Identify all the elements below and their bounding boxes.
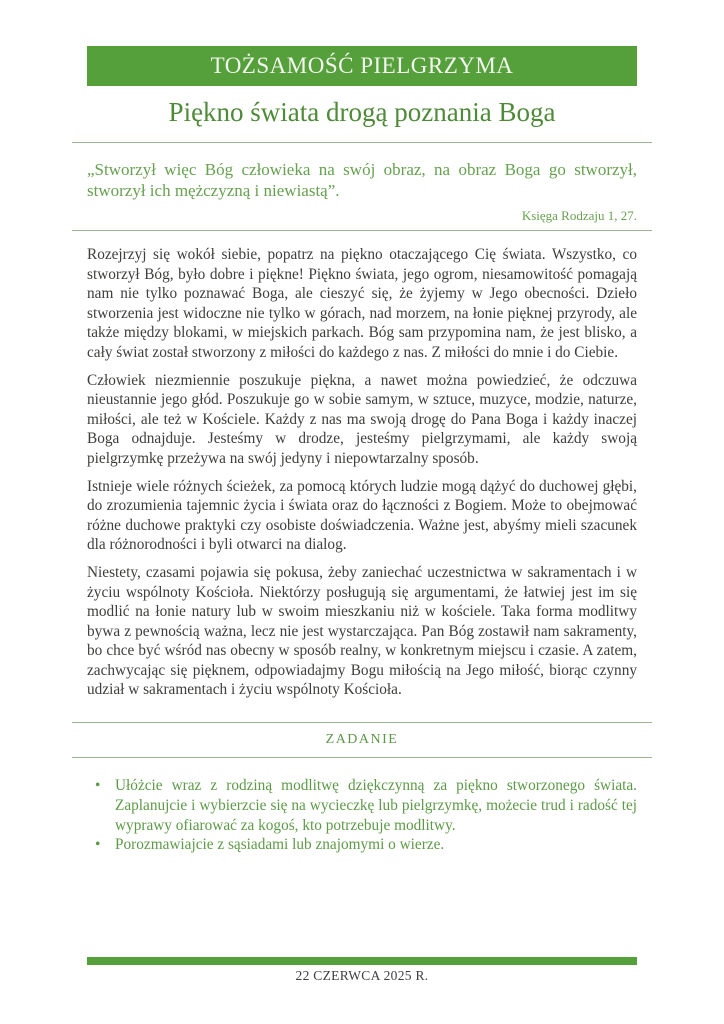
- page-content: [72, 46, 652, 855]
- footer-date: 22 CZERWCA 2025 R.: [295, 968, 429, 983]
- article-title: Piękno świata drogą poznania Boga: [168, 97, 556, 127]
- article-body: [72, 231, 652, 712]
- bullet-icon: [95, 776, 100, 796]
- body-paragraph: Istnieje wiele różnych ścieżek, za pomocą których ludzie mogą dążyć do duchowej głębi, do zrozumienia tajemnic życia i świata oraz do łączności z Bogiem. Może to obejmować różne duchowe praktyki czy osobiste doświadczenia. Ważne jest, abyśmy mieli szacunek dla różnorodności i byli otwarci na dialog.: [87, 477, 637, 554]
- task-item-text: Porozmawiajcie z sąsiadami lub znajomymi o wierze.: [115, 836, 445, 854]
- body-paragraph: Niestety, czasami pojawia się pokusa, żeby zaniechać uczestnictwa w sakramentach i w życiu wspólnoty Kościoła. Niektórzy posługują się argumentami, że łatwiej jest im się modlić na łonie natury lub w swoim mieszkaniu niż w kościele. Taka forma modlitwy bywa z pewnością ważna, lecz nie jest wystarczająca. Pan Bóg zostawił nam sakramenty, bo chce być wśród nas obecny w sposób realny, w konkretnym miejscu i czasie. A zatem, zachwycając się pięknem, odpowiadajmy Bogu miłością na Jego miłość, biorąc czynny udział w sakramentach i życiu wspólnoty Kościoła.: [87, 563, 637, 699]
- task-heading: ZADANIE: [325, 732, 399, 748]
- footer-bar: [87, 957, 637, 965]
- task-item: [72, 776, 652, 835]
- task-list: [72, 776, 652, 855]
- body-paragraph: Człowiek niezmiennie poszukuje piękna, a nawet można powiedzieć, że odczuwa nieustannie jego głód. Poszukuje go w sobie samym, w sztuce, muzyce, modzie, naturze, miłości, ale też w Kościele. Każdy z nas ma swoją drogę do Pana Boga i każdy inaczej Boga odnajduje. Jesteśmy w drodze, jesteśmy pielgrzymami, ale każdy swoją pielgrzymkę przeżywa na swój jedyny i niepowtarzalny sposób.: [87, 371, 637, 467]
- task-item: [72, 835, 652, 855]
- scripture-reference: Księga Rodzaju 1, 27.: [521, 208, 637, 223]
- task-item-text: Ułóżcie wraz z rodziną modlitwę dziękczynną za piękno stworzonego świata. Zaplanujcie i wybierzcie się na wycieczkę lub pielgrzymkę, możecie trud i radość tej wyprawy ofiarować za kogoś, kto potrzebuje modlitwy.: [115, 777, 637, 834]
- scripture-quote: „Stworzył więc Bóg człowieka na swój obraz, na obraz Boga go stworzył, stworzył ich mężczyzną i niewiastą”.: [87, 160, 637, 200]
- body-paragraph: Rozejrzyj się wokół siebie, popatrz na piękno otaczającego Cię świata. Wszystko, co stworzył Bóg, było dobre i piękne! Piękno świata, jego ogrom, niesamowitość pomagają nam nie tylko poznawać Boga, ale cieszyć się, że żyjemy w Jego obecności. Dzieło stworzenia jest widoczne nie tylko w górach, nad morzem, na łonie pięknej przyrody, ale także między blokami, w miejskich parkach. Bóg sam przypomina nam, że jest blisko, a cały świat został stworzony z miłości do każdego z nas. Z miłości do mnie i do Ciebie.: [87, 246, 637, 361]
- section-banner: [87, 46, 637, 86]
- section-banner-title: TOŻSAMOŚĆ PIELGRZYMA: [210, 53, 514, 78]
- bullet-icon: [95, 835, 100, 855]
- divider-under-title: [72, 142, 652, 143]
- page-footer: [87, 957, 637, 984]
- divider-below-task: [72, 757, 652, 758]
